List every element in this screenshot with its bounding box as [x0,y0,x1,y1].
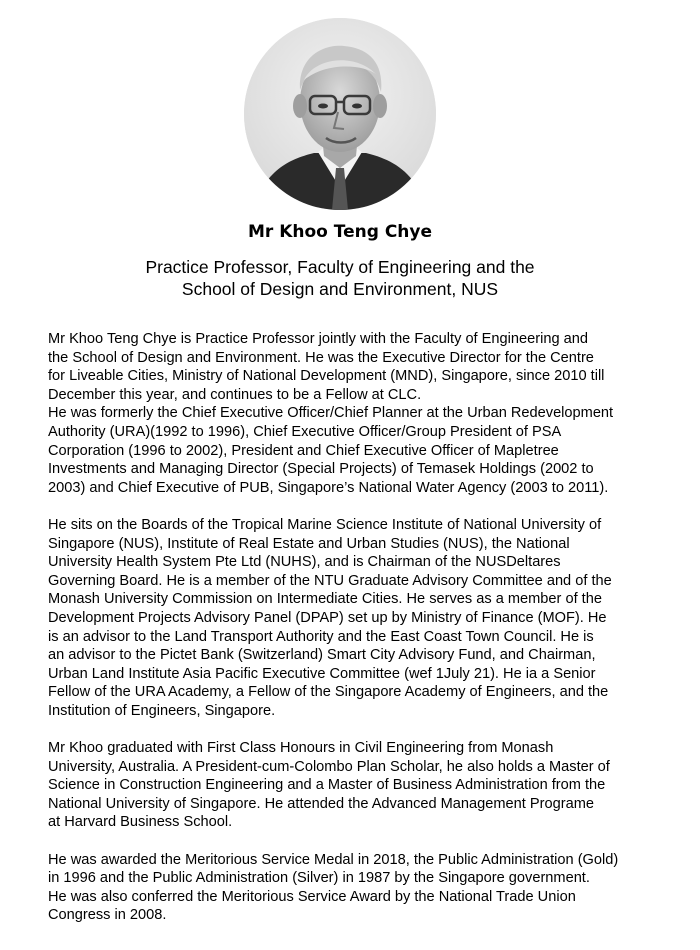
bio-paragraph-boards [48,516,673,721]
bio-line: He was also conferred the Meritorious Service Award by the National Trade Union [48,888,576,905]
bio-line: at Harvard Business School. [48,814,233,831]
profile-photo [244,18,436,210]
bio-line: is an advisor to the Land Transport Authority and the East Coast Town Council. He is [48,628,594,645]
person-title [0,256,680,300]
bio-line: Mr Khoo graduated with First Class Honours in Civil Engineering from Monash [48,740,554,757]
bio-paragraph-awards [48,851,673,925]
bio-line: in 1996 and the Public Administration (Silver) in 1987 by the Singapore government. [48,870,590,887]
bio-line: Congress in 2008. [48,907,167,924]
bio-line: Development Projects Advisory Panel (DPAP) set up by Ministry of Finance (MOF). He [48,609,607,626]
bio-line: Urban Land Institute Asia Pacific Executive Committee (wef 1July 21). He ia a Senior [48,665,596,682]
bio-line: the School of Design and Environment. He was the Executive Director for the Centre [48,349,594,366]
title-line: Practice Professor, Faculty of Engineering and the [145,257,535,277]
bio-line: National University of Singapore. He attended the Advanced Management Programe [48,795,594,812]
bio-line: for Liveable Cities, Ministry of National Development (MND), Singapore, since 2010 till [48,368,605,385]
bio-line: University Health System Pte Ltd (NUHS), and is Chairman of the NUSDeltares [48,554,561,571]
portrait-image [244,18,436,210]
bio-line: He was formerly the Chief Executive Officer/Chief Planner at the Urban Redevelopment [48,405,614,422]
bio-line: December this year, and continues to be a Fellow at CLC. [48,386,422,403]
bio-line: an advisor to the Pictet Bank (Switzerland) Smart City Advisory Fund, and Chairman, [48,647,596,664]
bio-line: Governing Board. He is a member of the NTU Graduate Advisory Committee and of the [48,572,612,589]
biography [48,330,673,925]
bio-line: Monash University Commission on Intermediate Cities. He serves as a member of the [48,591,602,608]
bio-line: Authority (URA)(1992 to 1996), Chief Executive Officer/Group President of PSA [48,423,562,440]
bio-line: Fellow of the URA Academy, a Fellow of the Singapore Academy of Engineers, and the [48,684,609,701]
person-name: Mr Khoo Teng Chye [247,222,433,242]
bio-line: Investments and Managing Director (Special Projects) of Temasek Holdings (2002 to [48,461,594,478]
bio-line: Science in Construction Engineering and a Master of Business Administration from the [48,777,606,794]
bio-line: He sits on the Boards of the Tropical Marine Science Institute of National University of [48,516,602,533]
bio-line: University, Australia. A President-cum-Colombo Plan Scholar, he also holds a Master of [48,758,610,775]
bio-paragraph-appointment [48,330,673,404]
bio-line: Singapore (NUS), Institute of Real Estate and Urban Studies (NUS), the National [48,535,570,552]
bio-line: Mr Khoo Teng Chye is Practice Professor jointly with the Faculty of Engineering and [48,331,588,347]
bio-paragraph-education [48,739,673,832]
bio-line: 2003) and Chief Executive of PUB, Singapore’s National Water Agency (2003 to 2011). [48,479,609,496]
bio-line: Corporation (1996 to 2002), President and Chief Executive Officer of Mapletree [48,442,559,459]
bio-paragraph-career [48,404,673,497]
bio-line: Institution of Engineers, Singapore. [48,702,276,719]
title-line: School of Design and Environment, NUS [181,279,499,299]
bio-line: He was awarded the Meritorious Service Medal in 2018, the Public Administration (Gold) [48,851,619,868]
